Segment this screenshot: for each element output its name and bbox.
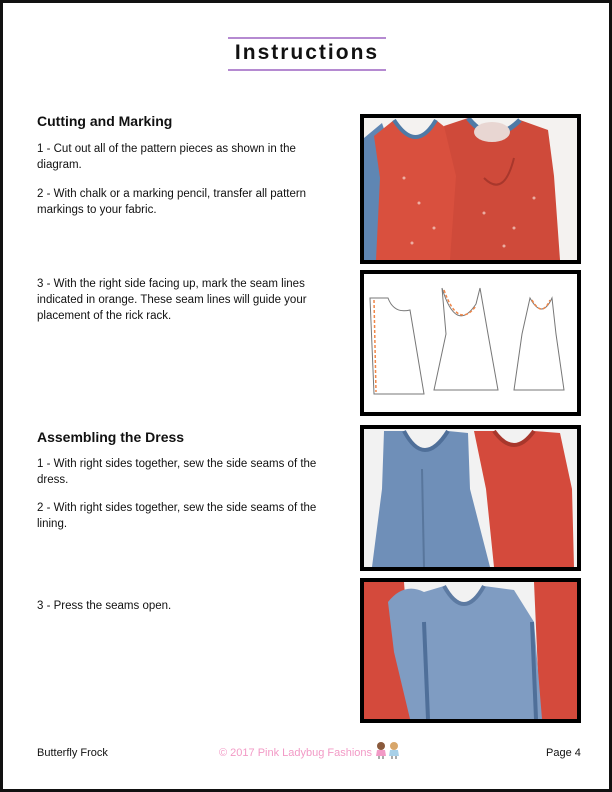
- pink-ladybug-logo-icon: [375, 740, 401, 765]
- step-assemble-3: 3 - Press the seams open.: [37, 600, 172, 612]
- step-cut-2: 2 - With chalk or a marking pencil, transfer all pattern markings to your fabric.: [37, 188, 307, 216]
- title-block: [228, 37, 386, 71]
- photo-side-seams: [360, 425, 581, 571]
- page-title: Instructions: [228, 37, 386, 71]
- step-assemble-2: 2 - With right sides together, sew the side seams of the lining.: [37, 502, 317, 530]
- photo-cut-pattern-pieces: [360, 114, 581, 264]
- step-cut-3: 3 - With the right side facing up, mark the seam lines indicated in orange. These seam lines will guide your placement of the rick rack.: [37, 278, 307, 322]
- section-heading-cutting: Cutting and Marking: [37, 113, 173, 129]
- footer-copyright: © 2017 Pink Ladybug Fashions: [219, 747, 373, 759]
- step-assemble-1: 1 - With right sides together, sew the side seams of the dress.: [37, 458, 317, 486]
- diagram-seam-lines: [360, 270, 581, 416]
- step-cut-1: 1 - Cut out all of the pattern pieces as shown in the diagram.: [37, 143, 296, 171]
- section-heading-assembling: Assembling the Dress: [37, 429, 185, 445]
- photo-press-seams: [360, 578, 581, 723]
- footer-page-number: Page 4: [546, 747, 581, 759]
- footer-pattern-name: Butterfly Frock: [37, 747, 108, 759]
